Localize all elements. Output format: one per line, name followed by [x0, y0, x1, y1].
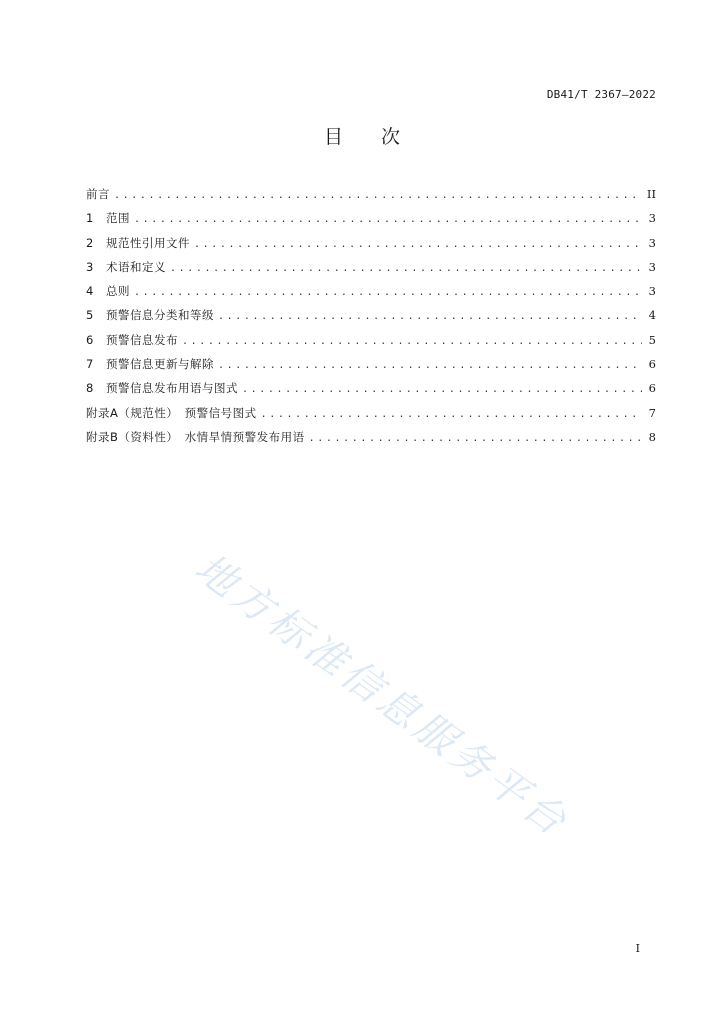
toc-entry-general-principles[interactable] [86, 282, 656, 306]
toc-entry-label: 预警信息分类和等级 [106, 308, 214, 323]
watermark: 地方标准信息服务平台 [186, 544, 578, 847]
toc-entry-scope[interactable] [86, 209, 656, 233]
toc-entry-page: 4 [648, 308, 656, 323]
table-of-contents [86, 185, 656, 452]
toc-entry-label: 预警信息更新与解除 [106, 357, 214, 372]
toc-entry-page: 6 [648, 357, 656, 372]
document-code: DB41/T 2367—2022 [546, 88, 656, 101]
toc-entry-label: 总则 [106, 284, 130, 299]
toc-entry-page: 6 [648, 381, 656, 396]
dot-leader [218, 308, 642, 326]
toc-entry-page: 8 [648, 429, 656, 444]
toc-entry-number: 8 [86, 381, 94, 396]
toc-entry-page: II [646, 187, 656, 201]
toc-entry-label: 术语和定义 [106, 259, 166, 274]
toc-entry-appendix-a[interactable] [86, 404, 656, 428]
dot-leader [134, 211, 642, 229]
toc-entry-label: 范围 [106, 211, 130, 226]
toc-entry-terms-definitions[interactable] [86, 258, 656, 282]
toc-entry-page: 5 [648, 332, 656, 347]
toc-entry-number: 7 [86, 357, 94, 372]
toc-entry-warning-release[interactable] [86, 331, 656, 355]
toc-entry-number: 1 [86, 211, 94, 226]
dot-leader [194, 236, 642, 254]
toc-entry-warning-update-release[interactable] [86, 355, 656, 379]
dot-leader [182, 333, 642, 351]
toc-entry-normative-references[interactable] [86, 234, 656, 258]
dot-leader [114, 187, 642, 205]
toc-entry-label: 预警信息发布用语与图式 [106, 381, 238, 396]
toc-entry-label: 规范性引用文件 [106, 235, 190, 250]
page-number: I [635, 942, 640, 955]
toc-entry-label: 前言 [86, 187, 110, 201]
toc-entry-number: 2 [86, 235, 94, 250]
dot-leader [309, 430, 642, 448]
dot-leader [134, 284, 642, 302]
toc-entry-page: 3 [648, 259, 656, 274]
toc-entry-page: 3 [648, 284, 656, 299]
dot-leader [170, 260, 642, 278]
dot-leader [218, 357, 642, 375]
toc-entry-number: 4 [86, 284, 94, 299]
toc-entry-number: 6 [86, 332, 94, 347]
toc-entry-label: 预警信息发布 [106, 332, 178, 347]
toc-entry-page: 7 [648, 405, 656, 420]
toc-entry-warning-classification[interactable] [86, 306, 656, 330]
toc-entry-label: 附录B（资料性） 水情旱情预警发布用语 [86, 429, 305, 444]
toc-entry-foreword[interactable] [86, 185, 656, 209]
toc-entry-number: 5 [86, 308, 94, 323]
toc-entry-page: 3 [648, 235, 656, 250]
toc-entry-label: 附录A（规范性） 预警信号图式 [86, 405, 257, 420]
toc-entry-release-terms-graphics[interactable] [86, 379, 656, 403]
toc-entry-page: 3 [648, 211, 656, 226]
toc-entry-appendix-b[interactable] [86, 428, 656, 452]
toc-entry-number: 3 [86, 259, 94, 274]
dot-leader [242, 381, 642, 399]
toc-title: 目次 [323, 126, 438, 148]
dot-leader [261, 406, 642, 424]
